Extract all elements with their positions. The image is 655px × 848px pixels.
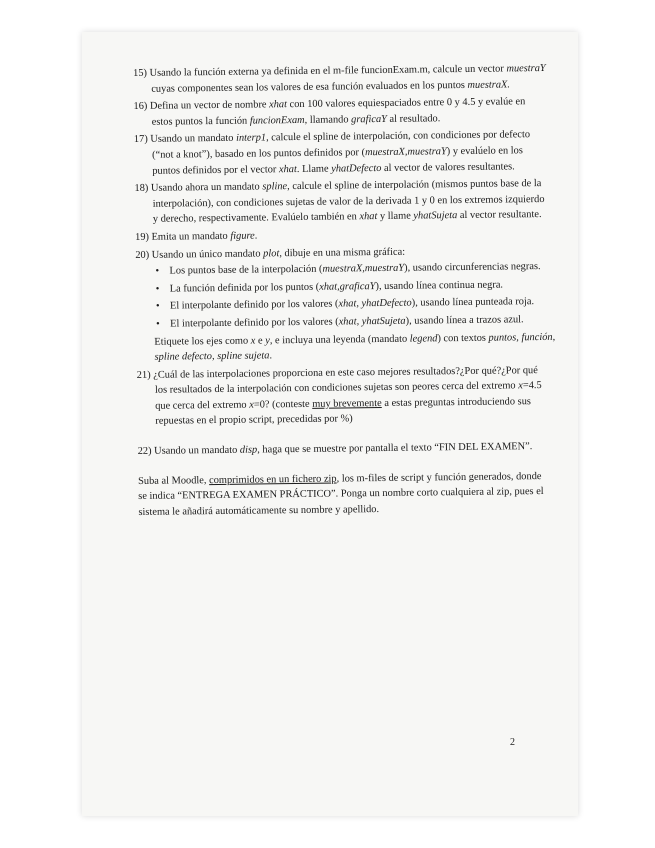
question-21 (137, 363, 558, 431)
q17-text-3c: al vector de valores resultantes. (381, 160, 515, 174)
q15-var-2: muestraX. (467, 78, 511, 91)
q17-var-4: yhatDefecto (331, 162, 382, 175)
bullet-text: El interpolante definido por los valores ( (169, 298, 339, 312)
q16-var: xhat (269, 99, 288, 111)
bullet-text-b: ), usando línea a trazos azul. (405, 314, 524, 327)
q18-var-2: xhat (359, 211, 378, 223)
q21-text-2b: =4.5 (522, 380, 542, 392)
q15-var: muestraY (506, 62, 546, 75)
q15-text-2: cuyas componentes sean los valores de esa función evaluados en los puntos (151, 79, 468, 95)
q16-text: 16) Defina un vector de nombre (133, 99, 270, 113)
q17-text-2: (“not a knot”), basado en los puntos definidos por ( (152, 147, 366, 161)
question-17 (134, 127, 555, 179)
q16-text-b: con 100 valores equiespaciados entre 0 y 4.5 y evalúe en (286, 96, 526, 111)
final-text-3: sistema le añadirá automáticamente su nombre y apellido. (138, 503, 380, 518)
q20-text: 20) Usando un único mandato (135, 247, 264, 261)
q18-text-2: interpolación), con condiciones sujetas de valor de la derivada 1 y 0 en los extremos izquierdo (152, 193, 545, 210)
q21-text-2: los resultados de la interpolación con condiciones sujetas son peores cerca del extremo (154, 380, 519, 397)
q19-text: 19) Emita un mandato (135, 230, 231, 243)
q17-text-3: puntos definidos por el vector (152, 163, 280, 177)
bullet-icon: • (155, 265, 160, 277)
bullet-text: El interpolante definido por los valores ( (170, 316, 339, 330)
q18-text-b: , calcule el spline de interpolación (mismos puntos base de la (287, 178, 542, 193)
q21-text: 21) ¿Cuál de las interpolaciones proporciona en este caso mejores resultados?¿Por qué?¿Por qué (136, 364, 538, 381)
q20-after-text-d: ) con textos (437, 332, 489, 344)
q21-var: x (518, 380, 523, 392)
bullet-text-b: ), usando línea continua negra. (375, 279, 504, 292)
q21-underline: muy brevemente (312, 397, 382, 410)
exam-text (133, 61, 559, 521)
question-18 (134, 176, 555, 228)
final-underline: comprimidos en un fichero zip (208, 473, 337, 486)
question-20 (135, 242, 556, 365)
q20-after-text: Etiquete los ejes como (154, 335, 251, 348)
q20-var: plot (263, 247, 280, 259)
q21-text-3b: =0? (conteste (253, 398, 313, 411)
q20-after-text-c: , e incluya una leyenda (mandato (269, 333, 410, 346)
q17-var: interp1 (235, 132, 267, 145)
q21-text-4: repuestas en el propio script, precedidas por %) (155, 413, 353, 428)
q16-var-3: graficaY (351, 113, 387, 126)
bullet-text: La función definida por los puntos ( (169, 281, 320, 295)
q17-text-b: , calcule el spline de interpolación, con condiciones por defecto (265, 129, 531, 144)
q21-text-3c: a estas preguntas introduciendo sus (381, 396, 531, 409)
q16-text-2b: llamando (307, 114, 352, 126)
bullet-icon: • (156, 318, 160, 330)
q17-var-2: muestraX,muestraY (364, 146, 447, 159)
final-text-b: , los m-files de script y función generados, donde (336, 470, 542, 485)
bullet-var: xhat, yhatDefecto (338, 297, 412, 310)
q21-var-2: x (249, 399, 254, 411)
q22-var: disp (239, 444, 258, 456)
bullet-text-b: ), usando línea punteada roja. (411, 296, 535, 309)
question-22 (138, 439, 558, 460)
q22-text: 22) Usando un mandato (137, 444, 240, 458)
bullet-text-b: ), usando circunferencias negras. (404, 261, 541, 274)
q20-after-text-b: e (255, 334, 266, 347)
q18-var-3: yhatSujeta (413, 210, 458, 222)
question-15 (133, 61, 553, 97)
q21-text-3: que cerca del extremo (155, 399, 250, 412)
question-16 (133, 94, 553, 130)
q18-text-3b: y llame (377, 210, 414, 223)
q19-text-b: . (254, 230, 258, 242)
bullet-text: Los puntos base de la interpolación ( (169, 263, 323, 277)
q18-text-3c: al vector resultante. (457, 209, 542, 222)
q17-text: 17) Usando un mandato (133, 133, 237, 146)
q22-text-b: , haga que se muestre por pantalla el texto “FIN DEL EXAMEN”. (257, 441, 533, 456)
q20-after-var-3: legend (409, 332, 438, 345)
final-text: Suba al Moodle, (138, 474, 210, 487)
submission-instructions (138, 468, 559, 520)
q16-text-2: estos puntos la función (151, 115, 250, 128)
q18-text: 18) Usando ahora un mandato (134, 181, 263, 195)
q15-text: 15) Usando la función externa ya definida en el m-file funcionExam.m, calcule un vector (133, 63, 507, 79)
q20-after-var-2: y (265, 334, 270, 346)
q16-text-2c: al resultado. (386, 113, 441, 125)
bullet-var: xhat, yhatSujeta (338, 315, 406, 328)
q20-after-var-5: spline defecto, spline sujeta (154, 350, 270, 363)
bullet-var: xhat,graficaY (319, 280, 376, 293)
bullet-icon: • (155, 301, 160, 313)
q17-text-2b: ) y evalúelo en los (446, 145, 523, 158)
q20-bullet-list (135, 259, 556, 333)
q17-text-3b: . Llame (296, 163, 332, 175)
q20-after-var-4: puntos, función, (488, 331, 556, 344)
q18-text-3: y derecho, respectivamente. Evalúelo también en (152, 211, 360, 226)
bullet-var: muestraX,muestraY (322, 262, 405, 275)
page-number: 2 (510, 737, 515, 748)
bullet-icon: • (155, 283, 160, 295)
q16-var-2: funcionExam, (249, 114, 308, 127)
q20-text-b: , dibuje en una misma gráfica: (279, 246, 406, 259)
final-text-2: se indica “ENTREGA EXAMEN PRÁCTICO”. Ponga un nombre corto cualquiera al zip, pues el (138, 486, 544, 503)
q18-var: spline (262, 181, 288, 193)
q20-after-var: x (250, 335, 256, 347)
q20-after-text-e: . (269, 350, 273, 362)
q19-var: figure (230, 230, 255, 242)
q17-var-3: xhat (278, 163, 297, 175)
